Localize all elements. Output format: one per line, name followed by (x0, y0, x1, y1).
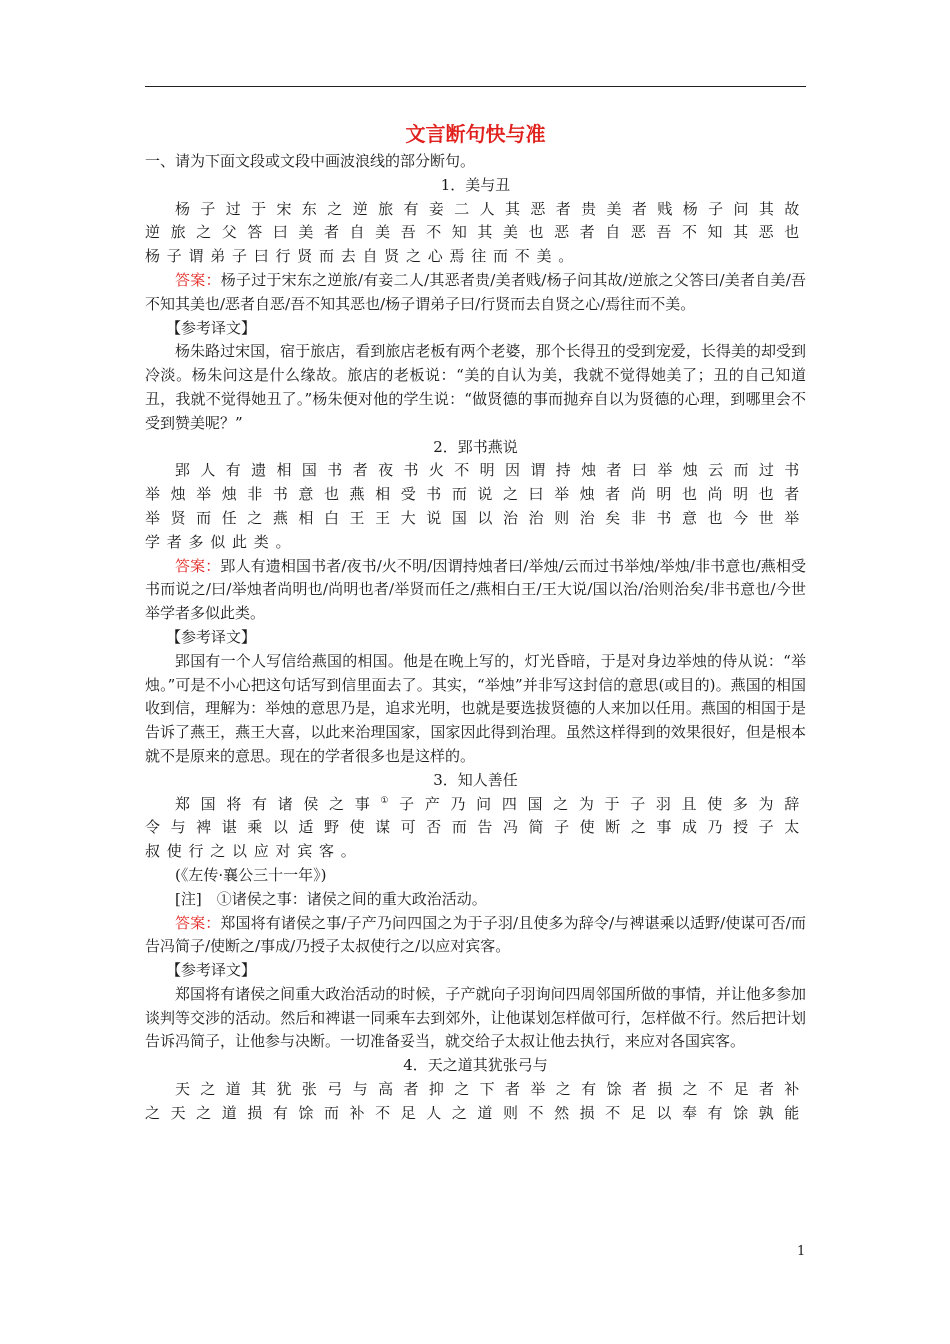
reference-heading: 【参考译文】 (166, 318, 257, 337)
section-heading: 3．知人善任 (433, 770, 518, 789)
answer-paragraph (145, 912, 806, 960)
page-title: 文言断句快与准 (405, 122, 546, 146)
answer-text: 郑国将有诸侯之事/子产乃问四国之为于子羽/且使多为辞令/与裨谌乘以适野/使谋可否/而告冯简子/使断之/事成/乃授子太叔使行之/以应对宾客。 (145, 913, 806, 956)
answer-paragraph (145, 555, 806, 626)
translation-paragraph: 郢国有一个人写信给燕国的相国。他是在晚上写的，灯光昏暗，于是对身边举烛的侍从说：“举烛。”可是不小心把这句话写到信里面去了。其实，“举烛”并非写这封信的意思(或目的)。燕国的相国收到信，理解为：举烛的意思乃是，追求光明，也就是要选拔贤德的人来加以任用。燕国的相国于是告诉了燕王，燕王大喜，以此来治理国家，国家因此得到治理。虽然这样得到的效果很好，但是根本就不是原来的意思。现在的学者很多也是这样的。 (145, 651, 806, 765)
passage-line: 逆旅之父答曰美者自美吾不知其美也恶者自恶吾不知其恶也 (145, 223, 806, 242)
passage-line: 举烛举烛非书意也燕相受书而说之曰举烛者尚明也尚明也者 (145, 485, 806, 504)
answer-label: 答案： (175, 913, 221, 932)
passage-line: 天之道其犹张弓与高者抑之下者举之有馀者损之不足者补 (175, 1080, 806, 1099)
note-text: ①诸侯之事：诸侯之间的重大政治活动。 (216, 889, 487, 908)
note-label: [注] (175, 889, 202, 908)
section-heading: 1．美与丑 (440, 175, 511, 194)
header-rule (145, 86, 806, 87)
reference-heading: 【参考译文】 (166, 961, 257, 980)
passage-line: 杨子过于宋东之逆旅有妾二人其恶者贵美者贱杨子问其故 (175, 199, 806, 218)
answer-label: 答案： (175, 270, 221, 289)
passage-line: 之天之道损有馀而补不足人之道则不然损不足以奉有馀孰能 (145, 1103, 806, 1122)
passage-fragment: 郑国将有诸侯之事 (175, 794, 381, 813)
answer-text: 杨子过于宋东之逆旅/有妾二人/其恶者贵/美者贱/杨子问其故/逆旅之父答曰/美者自美/吾不知其美也/恶者自恶/吾不知其恶也/杨子谓弟子曰/行贤而去自贤之心/焉往而不美。 (145, 270, 806, 313)
passage-line: 举贤而任之燕相白王王大说国以治治则治矣非书意也今世举 (145, 508, 806, 527)
answer-text: 郢人有遗相国书者/夜书/火不明/因谓持烛者曰/举烛/云而过书举烛/举烛/非书意也/燕相受书而说之/曰/举烛者尚明也/尚明也者/举贤而任之/燕相白王/王大说/国以治/治则治矣/非书意也/今世举学者多似此类。 (145, 556, 806, 623)
page-number: 1 (797, 1244, 806, 1259)
source-citation: (《左传·襄公三十一年》) (175, 865, 327, 884)
footnote (145, 888, 806, 912)
section-heading: 4．天之道其犹张弓与 (403, 1056, 548, 1075)
instruction: 一、请为下面文段或文段中画波浪线的部分断句。 (145, 152, 476, 170)
passage-line: 叔使行之以应对宾客。 (145, 842, 363, 861)
translation-paragraph: 郑国将有诸侯之间重大政治活动的时候，子产就向子羽询问四周邻国所做的事情，并让他多参加谈判等交涉的活动。然后和裨谌一同乘车去到郊外，让他谋划怎样做可行，怎样做不行。然后把计划告诉冯简子，让他参与决断。一切准备妥当，就交给子太叔让他去执行，来应对各国宾客。 (145, 984, 806, 1051)
translation-paragraph: 杨朱路过宋国，宿于旅店，看到旅店老板有两个老婆，那个长得丑的受到宠爱，长得美的却受到冷淡。杨朱问这是什么缘故。旅店的老板说：“美的自认为美，我就不觉得她美了；丑的自己知道丑，我就不觉得她丑了。”杨朱便对他的学生说：“做贤德的事而抛弃自以为贤德的心理，到哪里会不受到赞美呢？” (145, 342, 806, 432)
passage-line (145, 793, 806, 817)
footnote-mark: ① (380, 795, 400, 806)
passage-line: 郢人有遗相国书者夜书火不明因谓持烛者曰举烛云而过书 (175, 461, 806, 480)
answer-paragraph (145, 269, 806, 317)
document-body (145, 120, 806, 1126)
passage-line: 杨子谓弟子曰行贤而去自贤之心焉往而不美。 (145, 247, 581, 266)
passage-line: 令与裨谌乘以适野使谋可否而告冯简子使断之事成乃授子太 (145, 818, 806, 837)
passage-fragment: 子产乃问四国之为于子羽且使多为辞 (399, 794, 806, 813)
answer-label: 答案： (175, 556, 221, 575)
section-heading: 2．郢书燕说 (433, 437, 518, 456)
reference-heading: 【参考译文】 (166, 627, 257, 646)
passage-line: 学者多似此类。 (145, 532, 298, 551)
